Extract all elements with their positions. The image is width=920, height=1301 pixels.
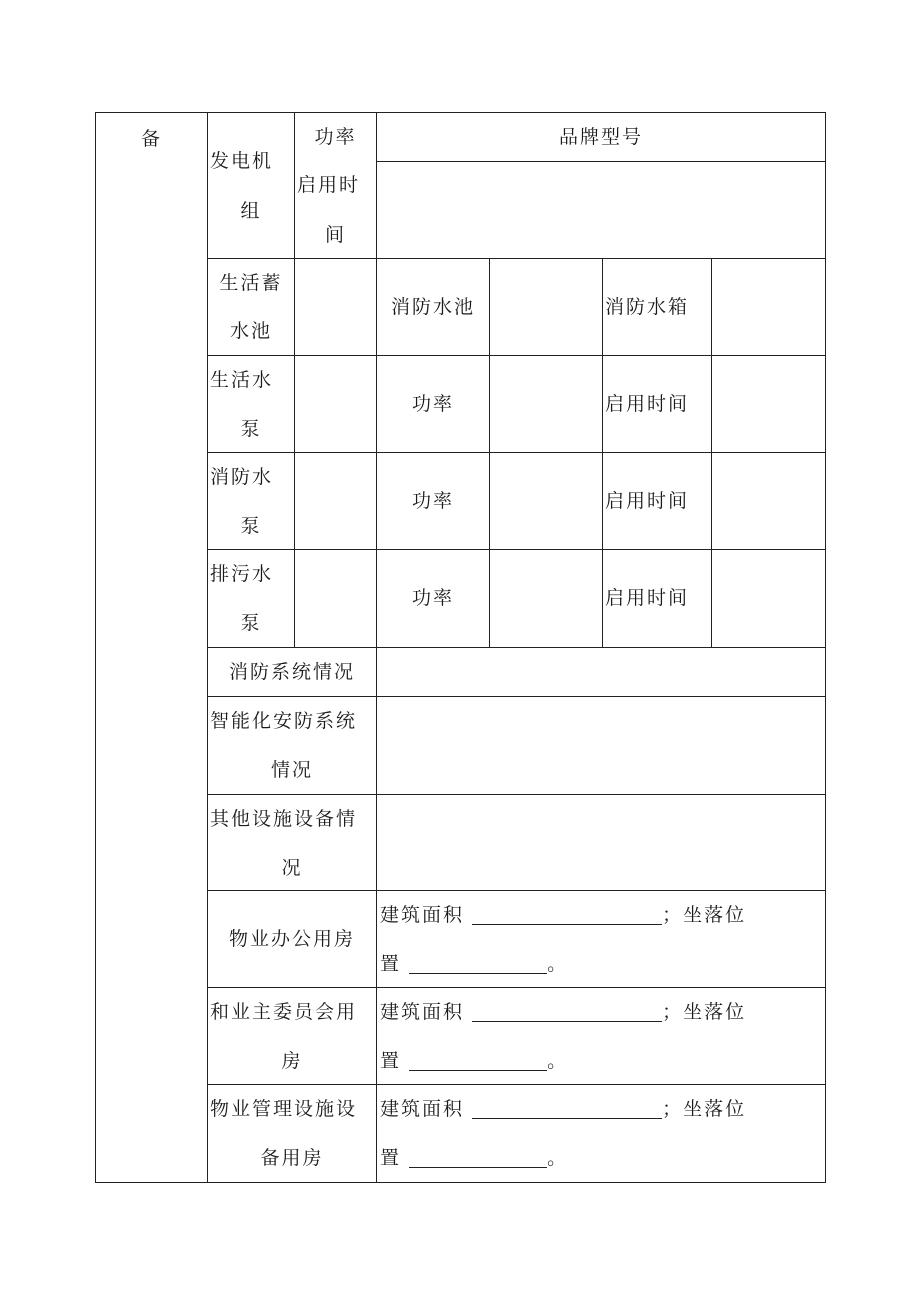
smart-security-label-cont: 情况: [270, 759, 313, 781]
room-location-line: [380, 1133, 568, 1183]
pump-start-time-label: 启用时间: [605, 490, 690, 512]
table-border-left: [95, 112, 96, 1183]
area-text: 建筑面积: [380, 904, 465, 926]
other-facilities-label: 其他设施设备情: [210, 808, 358, 830]
pump-power-label: 功率: [411, 393, 454, 415]
location-input-blank[interactable]: [409, 1048, 547, 1071]
room-area-line: [380, 1084, 746, 1134]
row-divider: [207, 355, 826, 356]
pump-label: 排污水: [210, 563, 274, 585]
start-time-label: 启用时: [297, 174, 361, 196]
pump-label-cont: 泵: [240, 515, 262, 537]
storage-label-cont: 水池: [229, 320, 272, 342]
pump-start-time-label: 启用时间: [605, 393, 690, 415]
section-label: 备: [140, 128, 162, 150]
end-mark: 。: [547, 1050, 569, 1072]
room-location-line: [380, 1036, 568, 1086]
room-label: 物业办公用房: [228, 928, 355, 950]
pump-power-label: 功率: [411, 490, 454, 512]
other-facilities-label-cont: 况: [281, 857, 303, 879]
brand-model-label: 品牌型号: [558, 126, 643, 148]
area-input-blank[interactable]: [472, 1096, 662, 1119]
location-text-cont: 置: [380, 1050, 402, 1072]
location-text-cont: 置: [380, 953, 402, 975]
room-label-cont: 房: [281, 1050, 303, 1072]
row-divider: [207, 452, 826, 453]
location-text: ；坐落位: [662, 1098, 747, 1120]
storage-label: 生活蓄: [219, 272, 283, 294]
area-input-blank[interactable]: [472, 999, 662, 1022]
location-text-cont: 置: [380, 1147, 402, 1169]
room-area-line: [380, 987, 746, 1037]
room-label: 物业管理设施设: [210, 1098, 358, 1120]
end-mark: 。: [547, 953, 569, 975]
column-divider: [711, 258, 712, 647]
pump-label: 消防水: [210, 466, 274, 488]
room-label-cont: 备用房: [260, 1147, 324, 1169]
generator-power-label: 功率: [314, 126, 357, 148]
column-divider: [489, 258, 490, 647]
smart-security-label: 智能化安防系统: [210, 710, 358, 732]
pump-label-cont: 泵: [240, 418, 262, 440]
column-divider: [294, 112, 295, 647]
end-mark: 。: [547, 1147, 569, 1169]
start-time-label-cont: 间: [324, 224, 346, 246]
room-location-line: [380, 939, 568, 989]
location-input-blank[interactable]: [409, 951, 547, 974]
location-text: ；坐落位: [662, 1001, 747, 1023]
area-text: 建筑面积: [380, 1001, 465, 1023]
pump-label: 生活水: [210, 369, 274, 391]
row-divider: [207, 549, 826, 550]
column-divider: [602, 258, 603, 647]
area-input-blank[interactable]: [472, 902, 662, 925]
generator-label-cont: 组: [240, 200, 262, 222]
location-text: ；坐落位: [662, 904, 747, 926]
room-area-line: [380, 890, 746, 940]
area-text: 建筑面积: [380, 1098, 465, 1120]
room-label: 和业主委员会用: [210, 1001, 358, 1023]
column-divider: [376, 112, 377, 1183]
pump-power-label: 功率: [411, 587, 454, 609]
fire-system-label: 消防系统情况: [228, 661, 355, 683]
generator-label: 发电机: [210, 150, 274, 172]
location-input-blank[interactable]: [409, 1145, 547, 1168]
pump-start-time-label: 启用时间: [605, 587, 690, 609]
fire-pool-label: 消防水池: [390, 296, 475, 318]
fire-tank-label: 消防水箱: [605, 296, 690, 318]
table-border-right: [825, 112, 826, 1183]
pump-label-cont: 泵: [240, 612, 262, 634]
